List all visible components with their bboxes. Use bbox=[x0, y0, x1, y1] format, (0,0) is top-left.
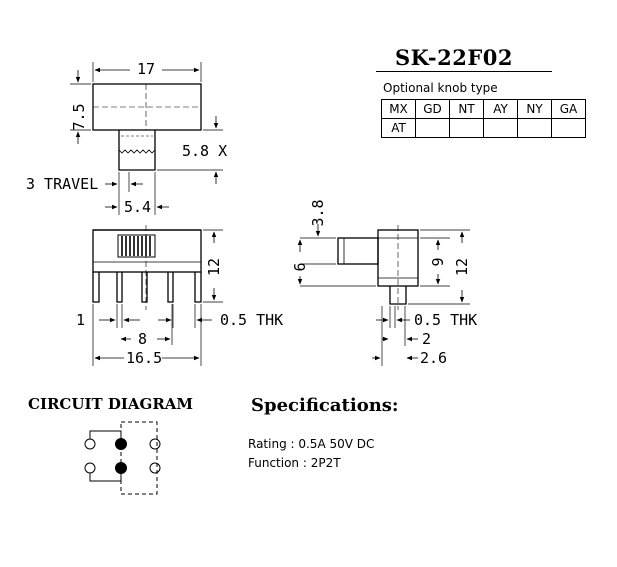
terminal-bot-left bbox=[85, 463, 95, 473]
dim-front-1: 1 bbox=[76, 311, 86, 329]
terminal-top-mid bbox=[116, 439, 127, 450]
dim-side-2-6: 2.6 bbox=[420, 349, 448, 367]
knob-cell: GA bbox=[552, 100, 586, 119]
knob-cell bbox=[552, 119, 586, 138]
side-view bbox=[300, 224, 470, 366]
knob-cell: AT bbox=[382, 119, 416, 138]
circuit-diagram bbox=[85, 422, 160, 494]
knob-table-caption: Optional knob type bbox=[383, 81, 498, 95]
dim-front-thk: 0.5 THK bbox=[220, 311, 284, 329]
knob-cell bbox=[450, 119, 484, 138]
dim-5-8: 5.8 X bbox=[182, 142, 228, 160]
knob-cell: MX bbox=[382, 100, 416, 119]
terminal-top-right bbox=[150, 439, 160, 449]
terminal-bot-right bbox=[150, 463, 160, 473]
dim-7-5: 7.5 bbox=[70, 103, 88, 131]
knob-cell: NY bbox=[518, 100, 552, 119]
dim-front-12: 12 bbox=[205, 257, 223, 277]
knob-cell bbox=[416, 119, 450, 138]
knob-cell bbox=[518, 119, 552, 138]
knob-cell: GD bbox=[416, 100, 450, 119]
knob-cell: AY bbox=[484, 100, 518, 119]
terminal-top-left bbox=[85, 439, 95, 449]
terminal-bot-mid bbox=[116, 463, 127, 474]
dim-side-6: 6 bbox=[291, 262, 309, 272]
front-view bbox=[93, 225, 223, 366]
dim-side-9: 9 bbox=[429, 257, 447, 267]
knob-cell: NT bbox=[450, 100, 484, 119]
dim-side-2: 2 bbox=[422, 330, 432, 348]
dim-side-12: 12 bbox=[453, 257, 471, 277]
dim-front-16-5: 16.5 bbox=[126, 349, 163, 367]
knob-type-table bbox=[381, 99, 586, 138]
dim-front-8: 8 bbox=[138, 330, 148, 348]
circuit-diagram-title: CIRCUIT DIAGRAM bbox=[28, 395, 194, 413]
knob-row bbox=[382, 100, 586, 119]
function-text: Function : 2P2T bbox=[248, 456, 341, 470]
part-number-title: SK-22F02 bbox=[395, 45, 513, 70]
knob-row bbox=[382, 119, 586, 138]
dim-side-thk: 0.5 THK bbox=[414, 311, 478, 329]
dim-side-3-8: 3.8 bbox=[309, 199, 327, 227]
dim-17: 17 bbox=[137, 60, 156, 78]
specifications-title: Specifications: bbox=[251, 395, 399, 416]
dim-travel: 3 TRAVEL bbox=[26, 175, 99, 193]
title-underline bbox=[376, 71, 552, 72]
knob-cell bbox=[484, 119, 518, 138]
rating-text: Rating : 0.5A 50V DC bbox=[248, 437, 375, 451]
dim-5-4: 5.4 bbox=[124, 198, 152, 216]
